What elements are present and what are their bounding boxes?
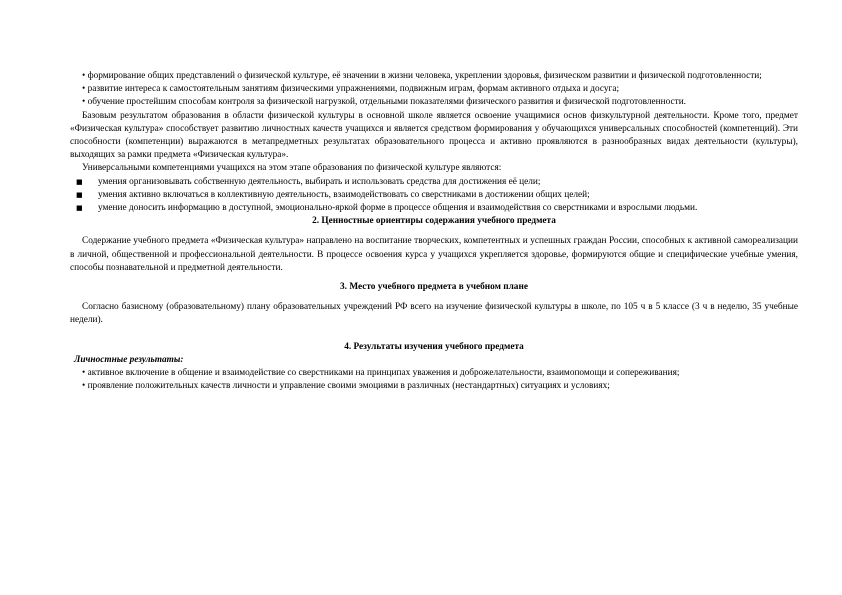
list-item (76, 176, 798, 189)
intro-item-3: • обучение простейшим способам контроля за физической нагрузкой, отдельными показателями физического развития и физической подготовленности. (82, 97, 686, 108)
basic-result-paragraph: Базовым результатом образования в области физической культуры в основной школе является освоение учащимися основ физкультурной деятельности. Кроме того, предмет «Физическая культура» способствует развитию личностных качеств учащихся и является средством формирования у обучающихся универсальных способностей (компетенций). Эти способности (компетенции) выражаются в метапредметных результатах образовательного процесса и активно проявляются в разнообразных видах деятельности (культуры), выходящих за рамки предмета «Физическая культура». (70, 110, 798, 161)
intro-item-1: • формирование общих представлений о физической культуре, её значении в жизни человека, укреплении здоровья, физическом развитии и физической подготовленности; (82, 71, 762, 81)
square-bullet-icon: ■ (76, 204, 83, 213)
section-3-title: 3. Место учебного предмета в учебном плане (340, 282, 528, 293)
section-4-item-1: • активное включение в общение и взаимодействие со сверстниками на принципах уважения и доброжелательности, взаимопомощи и сопереживания; (82, 368, 680, 379)
square-bullet-icon: ■ (76, 177, 83, 186)
section-4-title: 4. Результаты изучения учебного предмета (344, 341, 524, 352)
competencies-list (70, 176, 798, 216)
competencies-intro: Универсальными компетенциями учащихся на этом этапе образования по физической культуре являются: (82, 163, 502, 174)
section-4-subhead: Личностные результаты: (74, 354, 184, 365)
intro-item-2: • развитие интереса к самостоятельным занятиям физическими упражнениями, подвижным играм, формам активного отдыха и досуга; (82, 84, 620, 95)
square-bullet-icon: ■ (76, 190, 83, 199)
section-4-item-2: • проявление положительных качеств личности и управление своими эмоциями в различных (нестандартных) ситуациях и условиях; (82, 381, 610, 392)
competency-text: умения организовывать собственную деятельность, выбирать и использовать средства для достижения её цели; (98, 176, 541, 187)
section-2-title: 2. Ценностные ориентиры содержания учебного предмета (312, 216, 556, 227)
competency-text: умения активно включаться в коллективную деятельность, взаимодействовать со сверстниками в достижении общих целей; (98, 189, 590, 200)
list-item (76, 189, 798, 202)
list-item (76, 202, 798, 215)
competency-text: умение доносить информацию в доступной, эмоционально-яркой форме в процессе общения и взаимодействия со сверстниками и взрослыми людьми. (98, 203, 698, 214)
document-page (70, 70, 798, 393)
section-3-text: Согласно базисному (образовательному) плану образовательных учреждений РФ всего на изучение физической культуры в школе, по 105 ч в 5 классе (3 ч в неделю, 35 учебные недели). (70, 302, 798, 326)
section-2-text: Содержание учебного предмета «Физическая культура» направлено на воспитание творческих, компетентных и успешных граждан России, способных к активной самореализации в личной, общественной и профессиональной деятельности. В процессе освоения курса у учащихся укрепляется здоровье, формируются общие и специфические учебные умения, способы познавательной и предметной деятельности. (70, 236, 798, 273)
